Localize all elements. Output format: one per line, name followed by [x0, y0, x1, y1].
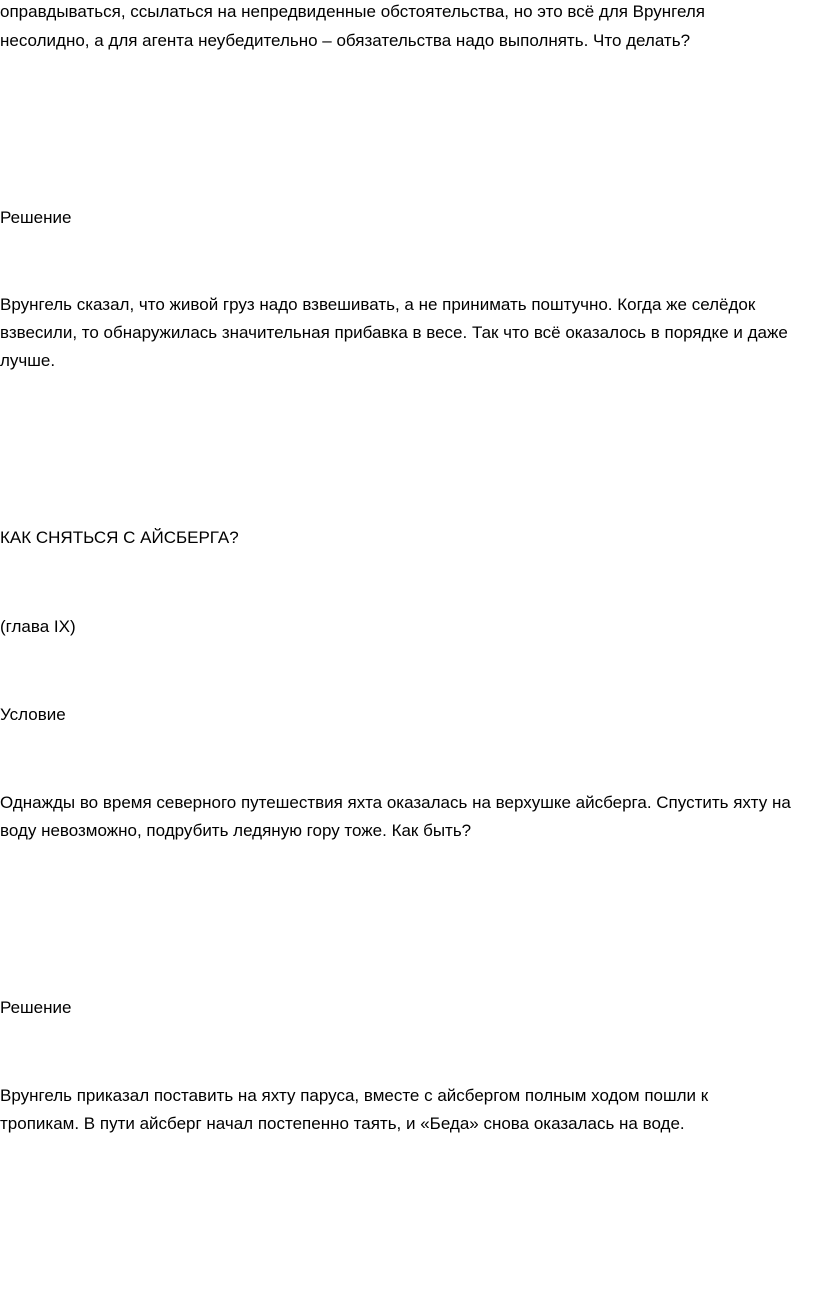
- solution-1-line-1: Врунгель сказал, что живой груз надо взвешивать, а не принимать поштучно. Когда же селёдок: [0, 295, 756, 314]
- solution-1-line-3: лучше.: [0, 351, 56, 370]
- condition-line-1: Однажды во время северного путешествия яхта оказалась на верхушке айсберга. Спустить яхту на: [0, 793, 791, 812]
- solution-heading-1: Решение: [0, 208, 72, 227]
- chapter-subtitle: (глава IX): [0, 617, 76, 636]
- chapter-title: КАК СНЯТЬСЯ С АЙСБЕРГА?: [0, 528, 239, 547]
- condition-line-2: воду невозможно, подрубить ледяную гору тоже. Как быть?: [0, 821, 472, 840]
- solution-heading-2: Решение: [0, 998, 72, 1017]
- solution-2-line-2: тропикам. В пути айсберг начал постепенно таять, и «Беда» снова оказалась на воде.: [0, 1114, 685, 1133]
- intro-line-1: оправдываться, ссылаться на непредвиденные обстоятельства, но это всё для Врунгеля: [0, 2, 706, 21]
- solution-2-line-1: Врунгель приказал поставить на яхту паруса, вместе с айсбергом полным ходом пошли к: [0, 1086, 709, 1105]
- condition-heading: Условие: [0, 705, 66, 724]
- solution-1-line-2: взвесили, то обнаружилась значительная прибавка в весе. Так что всё оказалось в порядке и даже: [0, 323, 788, 342]
- intro-line-2: несолидно, а для агента неубедительно – обязательства надо выполнять. Что делать?: [0, 31, 691, 50]
